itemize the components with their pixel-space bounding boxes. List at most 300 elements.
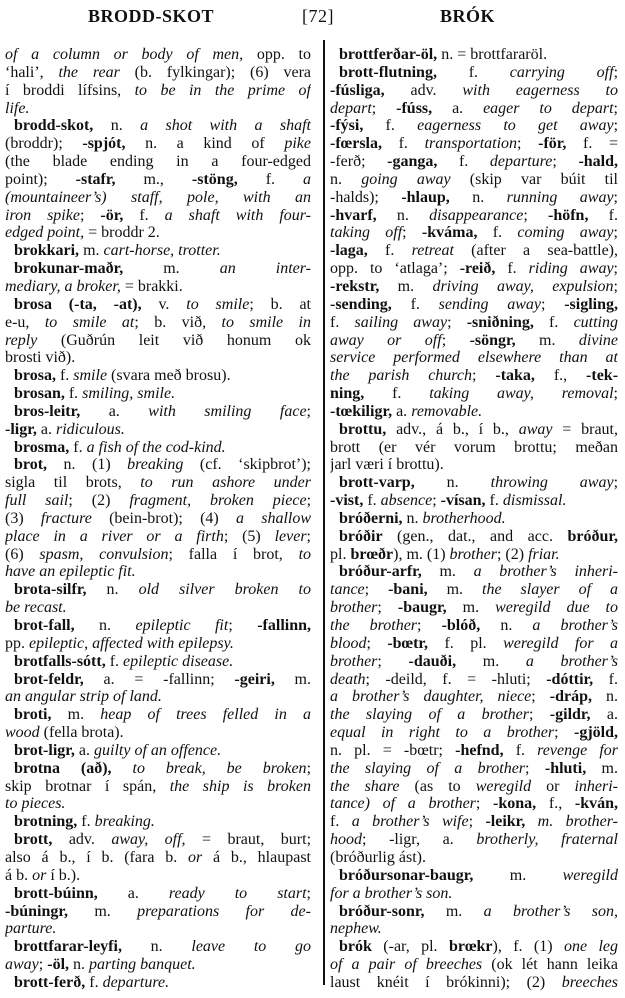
text-run: n. = brottfararöl. <box>437 46 548 63</box>
headword: brottfarar-leyfi, <box>14 938 122 956</box>
text-run: a. <box>392 402 412 420</box>
headword: -höfn, <box>547 206 589 224</box>
text-run: f. <box>588 206 618 224</box>
text-run: a. <box>432 99 484 117</box>
text-run: (broddr); <box>5 135 83 153</box>
headword: -leikr, <box>485 813 526 831</box>
definition-text: eagerness to get away <box>417 117 614 135</box>
definition-text: breeches <box>561 973 618 991</box>
text-line <box>330 831 618 849</box>
definition-text: absence <box>380 492 433 510</box>
headword: brokunar-maðr, <box>14 260 124 278</box>
text-run: ; <box>432 492 441 510</box>
text-run: (gen., dat., and acc. <box>382 527 568 545</box>
text-run: f. <box>437 153 490 171</box>
text-run: (svara með brosu). <box>107 367 231 385</box>
definition-text: weregild due to <box>495 599 618 617</box>
text-line <box>330 189 618 207</box>
text-run: n. <box>402 509 423 527</box>
text-run: f. <box>330 813 352 831</box>
text-run: ; <box>541 295 565 313</box>
text-run: m. <box>427 581 483 599</box>
definition-text: tance <box>330 581 365 599</box>
headword: -sigling, <box>564 295 618 313</box>
text-run: f. <box>363 117 418 135</box>
entry-headline <box>5 653 311 671</box>
text-run: ; <box>447 313 467 331</box>
definition-text: the slayer of a <box>482 581 618 599</box>
text-run: (bein-brot); (4) <box>91 509 236 527</box>
entry-headline <box>5 617 311 635</box>
text-run: = broddr 2. <box>84 224 160 242</box>
text-run: brott (er vér vorum brottu; meðan <box>330 438 618 456</box>
definition-text: disappearance <box>429 206 524 224</box>
entry-headline <box>330 528 618 546</box>
headword: -vist, <box>330 492 364 510</box>
definition-text: dismissal. <box>502 492 567 510</box>
text-run: ; -ligr, a. <box>362 831 477 849</box>
definition-text: coming away <box>517 224 614 242</box>
running-head-left: BRODD-SKOT <box>88 6 215 26</box>
headword: -stafr, <box>75 170 116 188</box>
definition-text: place in a river or a firth <box>5 527 224 545</box>
text-run: (cf. ‘skipbrot’); <box>183 456 311 474</box>
definition-text: a brother’s inheri- <box>473 563 618 581</box>
text-run: or <box>531 777 575 795</box>
text-line <box>330 742 618 760</box>
text-run: (as to <box>399 777 476 795</box>
text-run: ; b. at <box>249 295 311 313</box>
definition-text: have an epileptic fit. <box>5 563 136 581</box>
headword: brosma, <box>14 438 70 456</box>
page-number: [72] <box>302 6 334 26</box>
text-run: (3) <box>5 509 41 527</box>
definition-text: epileptic, affected with epilepsy. <box>29 634 234 652</box>
definition-text: taking away, removal <box>429 385 614 403</box>
text-line <box>330 599 618 617</box>
text-run: adv. <box>52 831 112 849</box>
definition-text: m. brother- <box>537 813 618 831</box>
text-run: m. <box>421 563 474 581</box>
entry-headline <box>5 242 311 260</box>
text-line <box>330 920 618 938</box>
text-line <box>330 385 618 403</box>
text-run: ; b. við, <box>134 313 222 331</box>
text-line <box>330 760 618 778</box>
headword: brotna (að), <box>14 759 112 777</box>
headword: -fýsi, <box>330 117 364 135</box>
definition-text: running away <box>506 188 614 206</box>
definition-text: brotherly, fraternal <box>476 831 618 849</box>
text-line <box>5 171 311 189</box>
headword: brosa, <box>14 367 56 385</box>
entry-headline <box>5 456 311 474</box>
text-line <box>5 795 311 813</box>
definition-text: to pieces. <box>5 795 66 813</box>
headword: -ör, <box>100 206 124 224</box>
text-run: ; <box>523 206 548 224</box>
entry-headline <box>5 385 311 403</box>
text-line <box>330 813 618 831</box>
text-run: ; <box>377 599 398 617</box>
text-line <box>330 224 618 242</box>
definition-text: departure <box>489 153 553 171</box>
text-run: ; <box>377 652 409 670</box>
text-line <box>330 82 618 100</box>
entry-headline <box>330 563 618 581</box>
text-line <box>330 296 618 314</box>
definition-text: tance) of a brother <box>330 795 476 813</box>
text-run: (skip var búit til <box>450 170 618 188</box>
headword: -vísan, <box>440 492 486 510</box>
text-line <box>330 778 618 796</box>
definition-text: iron spike <box>5 206 80 224</box>
text-run: ; <box>306 884 311 902</box>
definition-text: sending away <box>438 295 541 313</box>
definition-text: (mountaineer’s) staff, pole, with an <box>5 188 311 206</box>
text-run: point); <box>5 170 76 188</box>
right-column <box>330 46 618 992</box>
text-line <box>5 100 311 118</box>
definition-text: the brother <box>330 617 418 634</box>
definition-text: carrying off <box>509 63 614 81</box>
headword: brott-flutning, <box>339 63 437 81</box>
text-run <box>525 813 537 830</box>
definition-text: smiling, smile. <box>82 385 176 403</box>
definition-text: away <box>518 420 553 438</box>
text-run: n. <box>74 617 136 634</box>
headword: brot-feldr, <box>14 670 84 688</box>
text-run: f. = <box>566 135 618 153</box>
definition-text: with eagerness to <box>462 81 618 99</box>
definition-text: to run ashore under <box>140 474 311 492</box>
headword: brottu, <box>339 420 387 438</box>
text-run: ; <box>228 617 258 634</box>
text-run: á b. <box>5 866 33 884</box>
text-run: n. <box>480 617 533 634</box>
text-run: (bróðurlig ást). <box>330 848 426 866</box>
headword: -hlaup, <box>401 188 450 206</box>
text-run: f. <box>477 224 518 242</box>
text-line <box>5 510 311 528</box>
headword: -hald, <box>578 153 618 171</box>
definition-text: retreat <box>411 242 454 260</box>
entry-headline <box>330 64 618 82</box>
text-run: (6) <box>5 545 40 563</box>
text-run: n. <box>414 474 491 492</box>
headword: brotfalls-sótt, <box>14 652 106 670</box>
headword: -gildr, <box>549 706 591 724</box>
headword: -rekstr, <box>330 277 380 295</box>
text-run: ; <box>529 706 550 724</box>
text-run: ; <box>371 99 397 117</box>
text-run: f. <box>495 260 529 278</box>
entry-headline <box>5 938 311 956</box>
text-line <box>330 974 618 992</box>
text-run: m. <box>79 242 104 260</box>
text-run: f. <box>533 313 574 331</box>
text-run: ; <box>613 188 618 206</box>
definition-text: one leg <box>563 938 618 956</box>
text-run: pp. <box>5 634 29 652</box>
column-divider <box>323 40 325 985</box>
definition-text: riding away <box>528 260 614 278</box>
headword: brott-ferð, <box>14 973 86 991</box>
text-run: ; <box>306 402 311 420</box>
text-line <box>5 956 311 974</box>
text-run: f., <box>536 795 575 813</box>
text-run: a. = -fallinn; <box>83 670 235 688</box>
text-run: ; <box>475 795 494 813</box>
definition-text: a shallow <box>235 509 311 527</box>
headword: -sniðning, <box>466 313 534 331</box>
headword: -hefnd, <box>455 741 504 759</box>
definition-text: heap of trees felled in a <box>100 706 311 724</box>
entry-headline <box>330 421 618 439</box>
definition-text: death <box>330 670 366 688</box>
headword: -dauði, <box>408 652 457 670</box>
text-run: n. pl. = -bœtr; <box>330 741 456 759</box>
headword: bróður-sonr, <box>339 902 425 920</box>
definition-text: a shaft with four- <box>164 206 311 224</box>
text-run: f. <box>436 63 510 81</box>
text-run: a. <box>590 706 618 724</box>
text-line <box>330 332 618 350</box>
text-line <box>330 546 618 564</box>
text-line <box>5 421 311 439</box>
definition-text: a brother’s son, <box>483 902 618 920</box>
text-run: ; falla í brot, <box>168 545 299 563</box>
headword: brot-fall, <box>14 617 75 634</box>
definition-text: ready to start <box>168 884 307 902</box>
definition-text: brother <box>330 599 378 617</box>
text-run: n. <box>93 117 141 135</box>
definition-text: depart <box>330 99 372 117</box>
definition-text: weregild for a <box>503 634 618 652</box>
definition-text: divine <box>578 331 618 349</box>
entry-headline <box>5 117 311 135</box>
text-line <box>330 367 618 385</box>
text-run: m. <box>424 902 484 920</box>
text-run: í broddi lífsins, <box>5 81 135 99</box>
definition-text: wood <box>5 724 40 742</box>
headword: bróðerni, <box>339 509 403 527</box>
running-head-right: BRÓK <box>440 6 496 26</box>
definition-text: driving away, expulsion <box>432 277 614 295</box>
definition-text: service performed elsewhere than at <box>330 349 618 367</box>
headword: brœkr <box>448 938 493 956</box>
text-run: m. <box>515 331 579 349</box>
text-line <box>5 867 311 885</box>
definition-text: blood <box>330 634 367 652</box>
text-run: a. <box>97 884 169 902</box>
headword: brosan, <box>14 385 65 403</box>
text-line <box>5 599 311 617</box>
headword: -fúss, <box>396 99 433 117</box>
definition-text: parture. <box>5 920 57 938</box>
text-run: opp. to ‘atlaga’; <box>330 260 460 278</box>
headword: -söngr, <box>469 331 516 349</box>
entry-headline <box>330 903 618 921</box>
text-run: = braut, burt; <box>185 831 311 849</box>
definition-text: throwing away <box>490 474 614 492</box>
text-line <box>330 207 618 225</box>
definition-text: going away <box>361 170 451 188</box>
headword: -tœkiligr, <box>330 402 393 420</box>
definition-text: hood <box>330 831 362 849</box>
definition-text: a <box>303 170 311 188</box>
text-run: ; <box>306 759 311 777</box>
definition-text: inheri- <box>574 777 618 795</box>
text-run: ; <box>306 527 311 545</box>
text-line <box>5 189 311 207</box>
text-run: f. <box>363 492 381 510</box>
definition-text: old silver broken to <box>138 581 311 599</box>
definition-text: of a pair of breeches <box>330 956 483 974</box>
entry-headline <box>330 46 618 64</box>
headword: brosa (-ta, -at), <box>14 295 142 313</box>
definition-text: a brother’s <box>525 652 618 670</box>
text-run: ; <box>552 153 579 171</box>
text-run: ; <box>613 385 618 403</box>
text-run: f. <box>77 813 95 831</box>
text-run: ; (2) <box>496 545 529 563</box>
entry-headline <box>330 938 618 956</box>
entry-headline <box>5 581 311 599</box>
definition-text: the slaying of a brother <box>330 706 529 724</box>
headword: bróður-arfr, <box>339 563 422 581</box>
definition-text: the parish church <box>330 367 473 385</box>
definition-text: or <box>188 848 203 866</box>
entry-headline <box>5 885 311 903</box>
entry-headline <box>5 706 311 724</box>
definition-text: an angular strip of land. <box>5 688 162 706</box>
definition-text: to be in the prime of <box>134 81 311 99</box>
text-run: (fella brota). <box>39 724 124 742</box>
text-run: f. <box>105 652 124 670</box>
text-run: ; <box>366 634 388 652</box>
text-run: f. <box>503 741 538 759</box>
text-run: ; (5) <box>223 527 275 545</box>
definition-text: be recast. <box>5 599 67 617</box>
text-run: f. pl. <box>428 634 504 652</box>
headword: -kona, <box>493 795 537 813</box>
headword: -geiri, <box>234 670 275 688</box>
definition-text: mediary, a broker, <box>5 277 121 295</box>
text-run: pl. <box>330 545 351 563</box>
definition-text: brotherhood. <box>422 509 506 527</box>
definition-text: a brother’s wife <box>351 813 469 831</box>
text-line <box>330 671 618 689</box>
headword: -spjót, <box>82 135 126 153</box>
text-run: ; <box>364 581 389 599</box>
text-line <box>5 278 311 296</box>
text-run <box>112 760 133 777</box>
text-line <box>330 653 618 671</box>
text-run: f. <box>69 438 87 456</box>
text-run: ; <box>402 224 422 242</box>
text-line <box>5 920 311 938</box>
definition-text: taking off <box>330 224 403 242</box>
text-run: opp. to <box>243 46 311 63</box>
text-run: ; <box>306 492 311 510</box>
headword: brott-búinn, <box>14 884 98 902</box>
text-line <box>5 635 311 653</box>
text-run: f. <box>85 973 103 991</box>
text-run: ; <box>613 63 618 81</box>
definition-text: an inter- <box>219 260 311 278</box>
text-line <box>330 956 618 974</box>
definition-text: fracture <box>40 509 92 527</box>
text-line <box>5 724 311 742</box>
headword: brodd-skot, <box>14 117 94 135</box>
text-run: ; <box>517 135 539 153</box>
headword: -fœrsla, <box>330 135 382 153</box>
definition-text: brother <box>330 652 378 670</box>
text-run: f. <box>123 206 165 224</box>
text-run: adv. <box>384 81 463 99</box>
headword: -ligr, <box>5 420 37 438</box>
text-line <box>5 546 311 564</box>
definition-text: transportation <box>424 135 518 153</box>
headword: -bani, <box>388 581 428 599</box>
headword: brokkari, <box>14 242 80 260</box>
definition-text: fragment, broken piece <box>129 492 307 510</box>
text-run: adv., á b., í b., <box>386 420 519 438</box>
text-run: a. <box>74 741 94 759</box>
headword: brott, <box>14 831 53 849</box>
headword: brota-silfr, <box>14 581 87 599</box>
text-run: m. <box>446 599 496 617</box>
text-run: jarl væri í brottu). <box>330 456 444 474</box>
headword: -dráp, <box>549 688 592 706</box>
text-run: ; <box>38 956 48 974</box>
definition-text: a brother’s daughter, niece <box>330 688 532 706</box>
headword: brot-ligr, <box>14 741 75 759</box>
text-run: v. <box>141 295 187 313</box>
text-run: ; <box>554 724 574 742</box>
definition-text: sailing away <box>354 313 448 331</box>
text-line <box>330 242 618 260</box>
text-run: (ok lét hann leika <box>482 956 618 974</box>
definition-text: pike <box>284 135 311 153</box>
definition-text: parting banquet. <box>89 956 196 974</box>
text-run: = brakki. <box>120 277 183 295</box>
definition-text: preparations for de- <box>137 902 311 920</box>
text-run: f. <box>381 135 425 153</box>
text-run: m. <box>473 866 563 884</box>
text-run: f. <box>330 313 355 331</box>
text-run: a. <box>80 402 149 420</box>
definition-text: removable. <box>411 402 483 420</box>
definition-text: to smile at <box>44 313 135 331</box>
definition-text: to <box>298 545 311 563</box>
text-run: n. <box>330 170 362 188</box>
text-run: ; <box>613 117 618 135</box>
headword: -öl, <box>47 956 70 974</box>
headword: -sending, <box>330 295 392 313</box>
text-line <box>330 439 618 457</box>
text-line <box>330 135 618 153</box>
definition-text: revenge for <box>537 741 618 759</box>
definition-text: brother <box>449 545 497 563</box>
text-run: f. <box>391 295 439 313</box>
text-run: (-ar, pl. <box>371 938 449 956</box>
definition-text: friar. <box>528 545 560 563</box>
definition-text: edged point, <box>5 224 85 242</box>
definition-text: with smiling face <box>148 402 307 420</box>
text-line <box>330 117 618 135</box>
